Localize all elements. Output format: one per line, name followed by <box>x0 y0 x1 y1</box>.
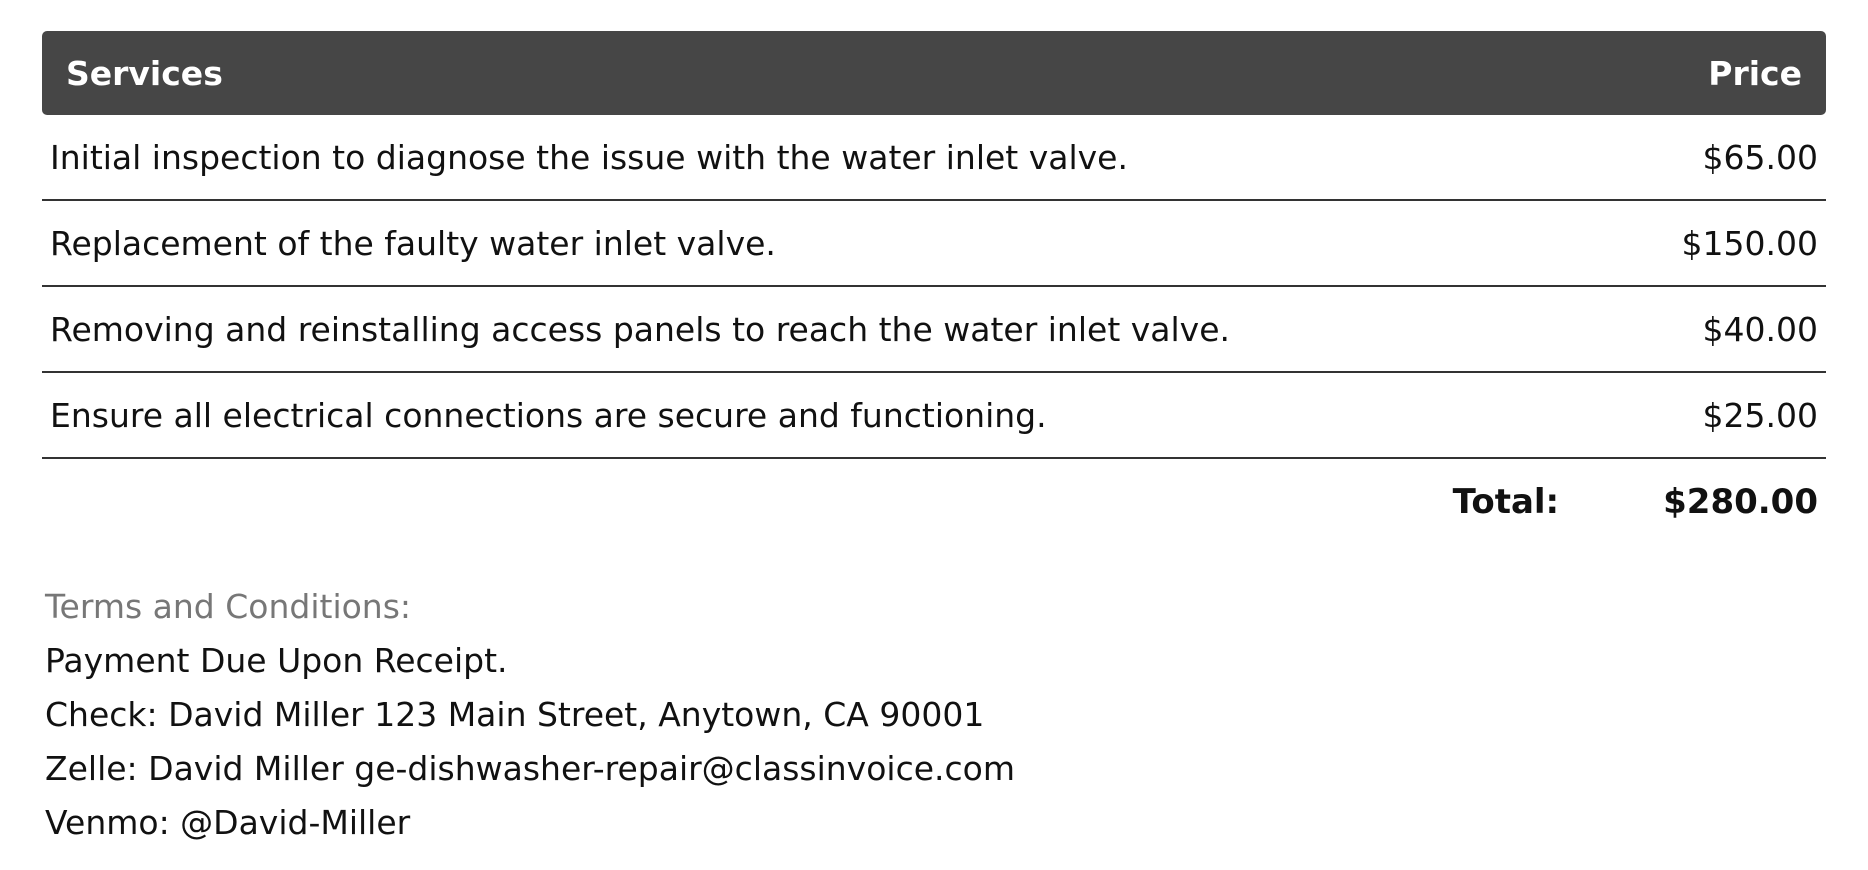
service-description: Replacement of the faulty water inlet valve. <box>50 223 776 263</box>
service-description: Removing and reinstalling access panels to reach the water inlet valve. <box>50 309 1230 349</box>
table-row <box>42 373 1826 459</box>
terms-title: Terms and Conditions: <box>45 587 412 626</box>
check-payment-line: Check: David Miller 123 Main Street, Anytown, CA 90001 <box>45 695 985 734</box>
payment-due-line: Payment Due Upon Receipt. <box>45 641 508 680</box>
service-description: Ensure all electrical connections are secure and functioning. <box>50 395 1047 435</box>
service-price: $40.00 <box>1702 309 1818 349</box>
total-value: $280.00 <box>1663 482 1818 522</box>
table-row <box>42 287 1826 373</box>
table-header <box>42 31 1826 115</box>
services-table <box>42 31 1826 545</box>
terms-section <box>45 580 1015 850</box>
service-price: $25.00 <box>1702 395 1818 435</box>
service-price: $150.00 <box>1681 223 1818 263</box>
table-row <box>42 115 1826 201</box>
total-row <box>42 459 1826 545</box>
venmo-payment-line: Venmo: @David-Miller <box>45 803 411 842</box>
zelle-payment-line: Zelle: David Miller ge-dishwasher-repair@classinvoice.com <box>45 749 1015 788</box>
service-price: $65.00 <box>1702 137 1818 177</box>
price-column-header: Price <box>1708 53 1802 93</box>
total-label: Total: <box>1452 482 1560 522</box>
service-description: Initial inspection to diagnose the issue with the water inlet valve. <box>50 137 1128 177</box>
services-column-header: Services <box>66 53 223 93</box>
table-row <box>42 201 1826 287</box>
